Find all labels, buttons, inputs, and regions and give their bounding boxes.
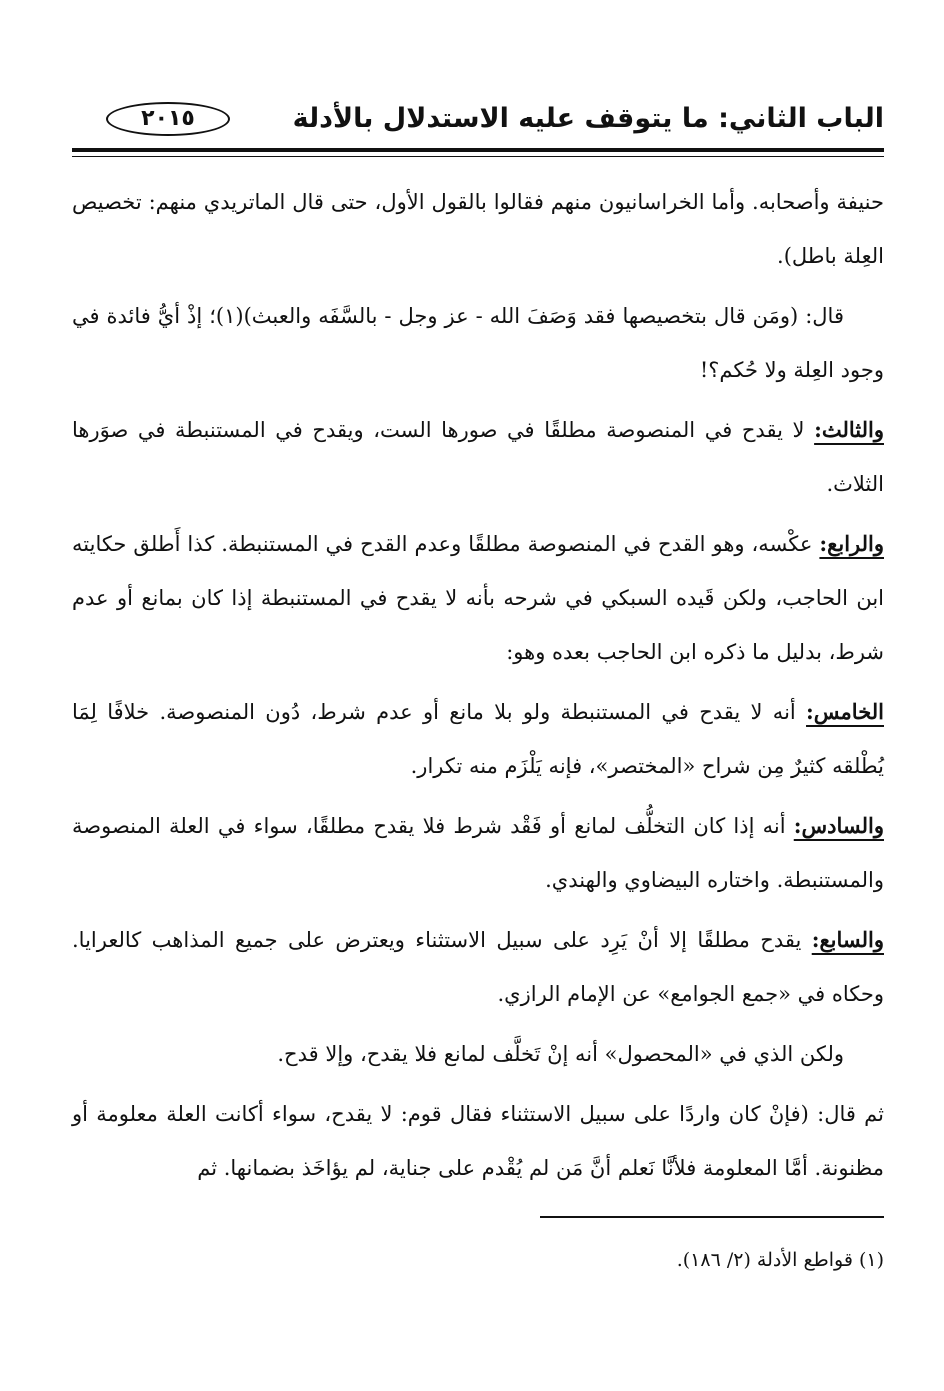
paragraph: [72, 403, 884, 511]
paragraph-text: أنه إذا كان التخلُّف لمانع أو فَقْد شرط فلا يقدح مطلقًا، سواء في العلة المنصوصة والمستنبطة. واختاره البيضاوي والهندي.: [72, 814, 884, 892]
paragraph-text: قال: (ومَن قال بتخصيصها فقد وَصَفَ الله - عز وجل - بالسَّفَه والعبث)(١)؛ إذْ أيُّ فائدة في وجود العِلة ولا حُكم؟!: [72, 304, 884, 382]
footnote-separator: [540, 1216, 884, 1218]
main-text: [72, 175, 884, 1201]
paragraph: [72, 289, 884, 397]
paragraph-label: والثالث:: [814, 417, 884, 442]
paragraph-text: أنه لا يقدح في المستنبطة ولو بلا مانع أو عدم شرط، دُون المنصوصة. خلافًا لِمَا يُطْلقه كثيرٌ مِن شراح «المختصر»، فإنه يَلْزَم منه تكرار.: [72, 700, 884, 778]
paragraph-text: ولكن الذي في «المحصول» أنه إنْ تَخلَّف لمانع فلا يقدح، وإلا قدح.: [277, 1042, 844, 1066]
header-rule-thin: [72, 156, 884, 157]
paragraph: [72, 1087, 884, 1195]
chapter-title: الباب الثاني: ما يتوقف عليه الاستدلال بالأدلة: [292, 103, 884, 134]
paragraph: [72, 517, 884, 679]
paragraph-label: الخامس:: [806, 699, 884, 724]
paragraph-label: والسابع:: [811, 927, 884, 952]
paragraph-text: يقدح مطلقًا إلا أنْ يَرِد على سبيل الاستثناء ويعترض على جميع المذاهب كالعرايا. وحكاه في «جمع الجوامع» عن الإمام الرازي.: [72, 928, 884, 1006]
paragraph-text: لا يقدح في المنصوصة مطلقًا في صورها الست، ويقدح في المستنبطة في صوَرها الثلاث.: [72, 418, 884, 496]
page-header: [72, 96, 884, 142]
paragraph-text: ثم قال: (فإنْ كان واردًا على سبيل الاستثناء فقال قوم: لا يقدح، سواء أكانت العلة معلومة أو مظنونة. أمَّا المعلومة فلأنَّا نَعلم أنَّ مَن لم يُقْدم على جناية، لم يؤاخَذ بضمانها. ثم: [72, 1102, 884, 1180]
paragraph: [72, 799, 884, 907]
paragraph: [72, 685, 884, 793]
paragraph-text: حنيفة وأصحابه. وأما الخراسانيون منهم فقالوا بالقول الأول، حتى قال الماتريدي منهم: تخصيص العِلة باطل).: [72, 190, 884, 268]
paragraph: [72, 1027, 884, 1081]
paragraph: [72, 175, 884, 283]
paragraph-label: والسادس:: [793, 813, 884, 838]
header-rule-thick: [72, 148, 884, 152]
page-number-badge: ٢٠١٥: [106, 102, 230, 136]
paragraph: [72, 913, 884, 1021]
paragraph-text: عكْسه، وهو القدح في المنصوصة مطلقًا وعدم القدح في المستنبطة. كذا أَطلق حكايته ابن الحاجب، ولكن قَيده السبكي في شرحه بأنه لا يقدح في المستنبطة إذا كان بمانع أو عدم شرط، بدليل ما ذكره ابن الحاجب بعده وهو:: [72, 532, 884, 664]
footnote: (١) قواطع الأدلة (٢/ ١٨٦).: [676, 1249, 884, 1271]
paragraph-label: والرابع:: [819, 531, 884, 556]
